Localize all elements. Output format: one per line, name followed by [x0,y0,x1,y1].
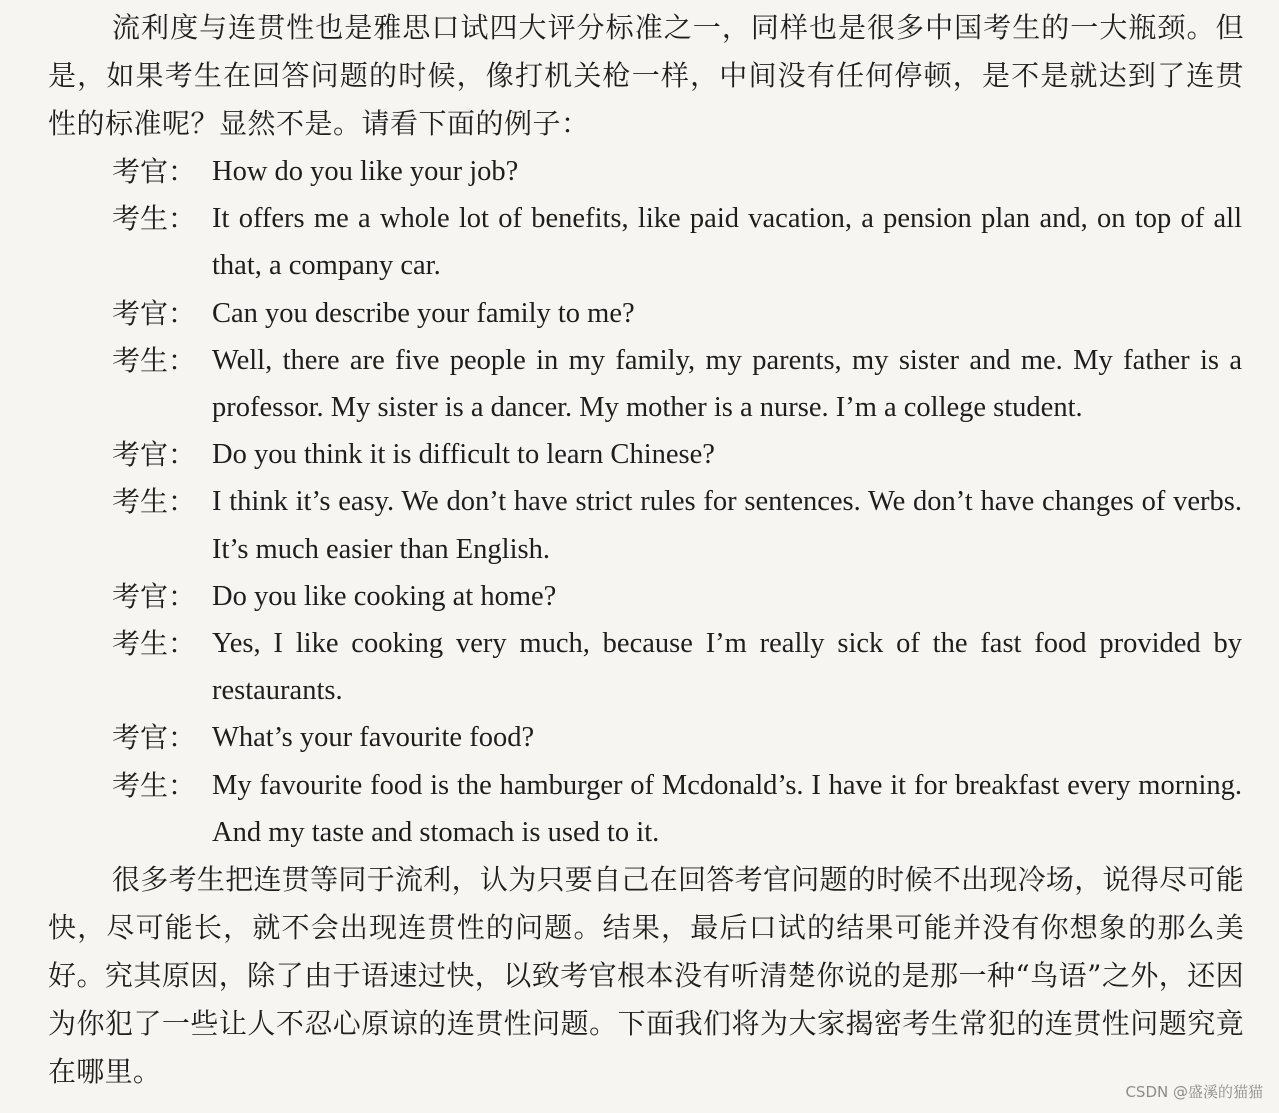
dialogue-turn-examiner [48,431,1244,478]
utterance: How do you like your job? [212,156,519,187]
dialogue-turn-candidate [48,337,1244,431]
speaker-label: 考官： [112,721,197,755]
document-page [48,4,1244,1096]
speaker-label: 考生： [112,202,197,236]
dialogue-turn-candidate [48,478,1244,572]
dialogue-turn-examiner [48,714,1244,761]
utterance: Yes, I like cooking very much, because I’m really sick of the fast food provided by restaurants. [212,628,1242,707]
outro-paragraph: 很多考生把连贯等同于流利，认为只要自己在回答考官问题的时候不出现冷场，说得尽可能快，尽可能长，就不会出现连贯性的问题。结果，最后口试的结果可能并没有你想象的那么美好。究其原因，除了由于语速过快，以致考官根本没有听清楚你说的是那一种“鸟语”之外，还因为你犯了一些让人不忍心原谅的连贯性问题。下面我们将为大家揭密考生常犯的连贯性问题究竟在哪里。 [48,863,1245,1089]
utterance: Do you think it is difficult to learn Chinese? [212,439,715,471]
speaker-label: 考官： [112,438,197,472]
utterance: Can you describe your family to me? [212,297,635,329]
dialogue-turn-candidate [48,195,1244,289]
speaker-label: 考生： [112,485,197,519]
dialogue-turn-candidate [48,620,1244,714]
utterance: Do you like cooking at home? [212,580,557,612]
utterance: I think it’s easy. We don’t have strict rules for sentences. We don’t have changes of verbs. It’s much easier than English. [212,486,1242,565]
dialogue [48,148,1244,856]
speaker-label: 考官： [112,579,197,613]
speaker-label: 考官： [112,155,197,188]
speaker-label: 考官： [112,296,197,330]
intro-paragraph: 流利度与连贯性也是雅思口试四大评分标准之一，同样也是很多中国考生的一大瓶颈。但是，如果考生在回答问题的时候，像打机关枪一样，中间没有任何停顿，是不是就达到了连贯性的标准呢？显然不是。请看下面的例子： [48,11,1244,140]
dialogue-turn-candidate [48,762,1244,856]
speaker-label: 考生： [112,627,197,661]
dialogue-turn-examiner [48,573,1244,620]
speaker-label: 考生： [112,768,197,802]
utterance: What’s your favourite food? [212,722,535,754]
speaker-label: 考生： [112,343,197,377]
dialogue-turn-examiner [48,148,1244,195]
utterance: Well, there are five people in my family, my parents, my sister and me. My father is a professor. My sister is a dancer. My mother is a nurse. I’m a college student. [212,344,1242,424]
watermark: CSDN @盛溪的猫猫 [1125,1083,1263,1101]
utterance: My favourite food is the hamburger of Mcdonald’s. I have it for breakfast every morning. And my taste and stomach is used to it. [212,769,1242,848]
utterance: It offers me a whole lot of benefits, like paid vacation, a pension plan and, on top of all that, a company car. [212,203,1242,282]
dialogue-turn-examiner [48,290,1244,337]
